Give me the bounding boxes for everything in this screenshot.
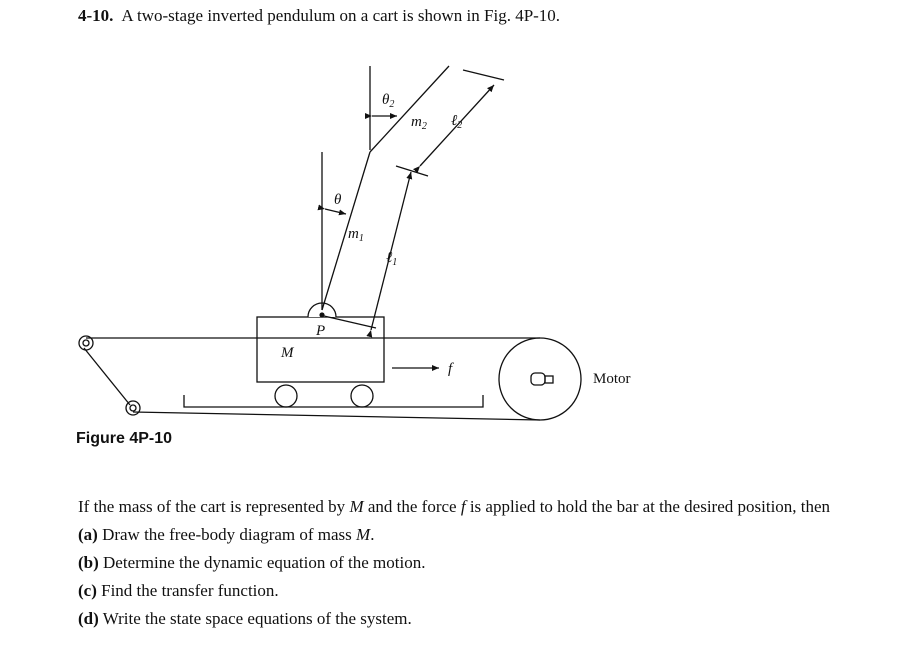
rod-1	[322, 152, 370, 310]
m2-label: $m_2$	[411, 114, 427, 132]
cart-mass-label: M	[281, 345, 294, 361]
cart-wheel-left	[275, 385, 297, 407]
question-item-c: (c) Find the transfer function.	[78, 581, 279, 600]
question-item-a: (a) Draw the free-body diagram of mass M.	[78, 525, 375, 544]
l1-label: ℓ$_1$	[386, 250, 398, 268]
belt-bottom	[133, 412, 540, 420]
pulley-bottom	[126, 401, 140, 415]
l2-label: ℓ$_2$	[451, 113, 463, 131]
pendulum-figure	[0, 40, 901, 430]
pivot-point	[319, 312, 324, 317]
theta2-label: $\theta_2$	[382, 92, 395, 110]
figure-caption: Figure 4P-10	[76, 430, 173, 447]
question-item-b: (b) Determine the dynamic equation of the motion.	[78, 553, 426, 572]
p-label: P	[316, 323, 326, 339]
l1-tick	[396, 166, 428, 176]
force-label: f	[448, 361, 453, 377]
motor-hub	[531, 373, 545, 385]
question-item-d: (d) Write the state space equations of the system.	[78, 609, 412, 628]
problem-number: 4-10.	[78, 6, 114, 25]
belt-diagonal	[84, 348, 130, 405]
l2-tick	[463, 70, 504, 80]
theta-arrow	[325, 209, 346, 214]
question-intro: If the mass of the cart is represented by M and the force f is applied to hold the bar at the desired position, then	[78, 497, 831, 516]
theta-label: θ	[334, 192, 342, 208]
rail	[184, 395, 483, 407]
question-block	[78, 496, 878, 630]
rod-2	[370, 66, 449, 152]
problem-heading	[78, 6, 560, 26]
motor-label: Motor	[593, 371, 631, 387]
problem-statement: A two-stage inverted pendulum on a cart is shown in Fig. 4P-10.	[121, 6, 561, 25]
cart-wheel-right	[351, 385, 373, 407]
motor-shaft	[545, 376, 553, 383]
motor-drum	[499, 338, 581, 420]
m1-label: $m_1$	[348, 226, 364, 244]
